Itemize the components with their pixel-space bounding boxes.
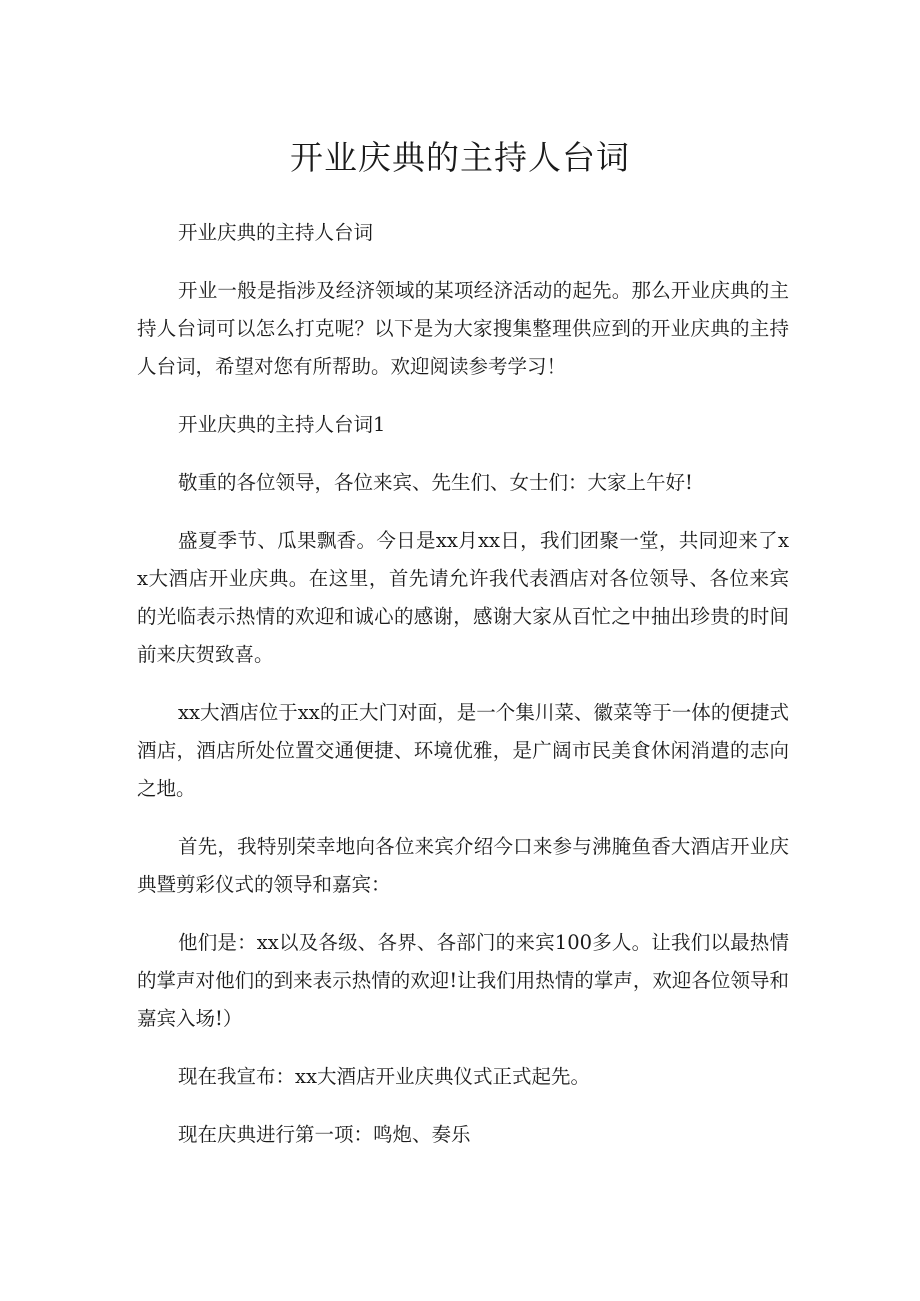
document-title: 开业庆典的主持人台词 bbox=[290, 138, 630, 177]
paragraph-subtitle: 开业庆典的主持人台词 bbox=[178, 221, 374, 244]
paragraph-guests-welcome: 他们是：xx以及各级、各界、各部门的来宾100多人。让我们以最热情的掌声对他们的到来表示热情的欢迎!让我们用热情的掌声，欢迎各位领导和嘉宾入场!） bbox=[137, 931, 789, 1030]
paragraph-opening: 盛夏季节、瓜果飘香。今日是xx月xx日，我们团聚一堂，共同迎来了xx大酒店开业庆典。在这里，首先请允许我代表酒店对各位领导、各位来宾的光临表示热情的欢迎和诚心的感谢，感谢大家从百忙之中抽出珍贵的时间前来庆贺致喜。 bbox=[137, 529, 789, 666]
paragraph-greeting: 敬重的各位领导，各位来宾、先生们、女士们：大家上午好! bbox=[178, 471, 693, 494]
paragraph-section-heading: 开业庆典的主持人台词1 bbox=[178, 413, 386, 436]
paragraph-intro: 开业一般是指涉及经济领域的某项经济活动的起先。那么开业庆典的主持人台词可以怎么打克呢？以下是为大家搜集整理供应到的开业庆典的主持人台词，希望对您有所帮助。欢迎阅读参考学习！ bbox=[137, 279, 789, 378]
paragraph-announcement: 现在我宣布：xx大酒店开业庆典仪式正式起先。 bbox=[178, 1065, 590, 1088]
paragraph-first-item: 现在庆典进行第一项：鸣炮、奏乐 bbox=[178, 1123, 471, 1146]
document-body bbox=[137, 214, 789, 1154]
paragraph-hotel-intro: xx大酒店位于xx的正大门对面，是一个集川菜、徽菜等于一体的便捷式酒店，酒店所处位置交通便捷、环境优雅，是广阔市民美食休闲消遣的志向之地。 bbox=[137, 701, 789, 800]
paragraph-guests-intro: 首先，我特别荣幸地向各位来宾介绍今口来参与沸腌鱼香大酒店开业庆典暨剪彩仪式的领导和嘉宾： bbox=[137, 835, 789, 896]
